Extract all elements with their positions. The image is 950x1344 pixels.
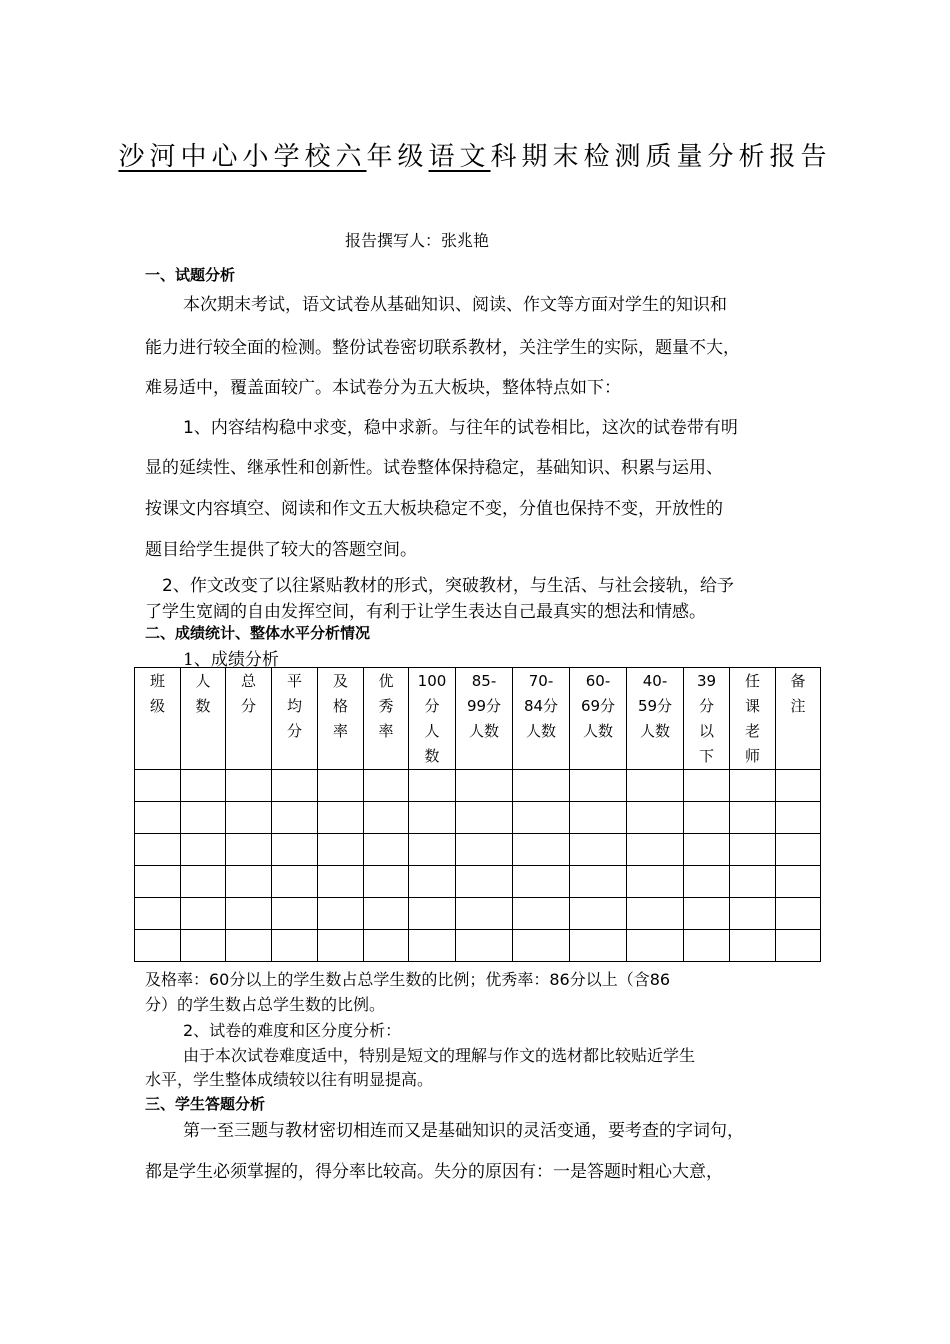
grade-stats-table — [134, 667, 821, 962]
section3-heading: 三、学生答题分析 — [145, 1095, 266, 1113]
table-header-cell: 平 均 分 — [272, 668, 318, 770]
table-header-cell: 班 级 — [135, 668, 181, 770]
table-row — [135, 770, 821, 802]
table-row — [135, 930, 821, 962]
section1-line: 显的延续性、继承性和创新性。试卷整体保持稳定，基础知识、积累与运用、 — [145, 458, 723, 478]
table-header-cell: 40- 59分 人数 — [627, 668, 684, 770]
title-school: 沙河中心小学校 — [118, 142, 336, 172]
table-header-cell: 39 分 以 下 — [684, 668, 730, 770]
table-header-cell: 70- 84分 人数 — [513, 668, 570, 770]
title-subject: 语文 — [428, 142, 491, 172]
title-grade-suffix: 年级 — [366, 142, 429, 172]
section1-line: 1、内容结构稳中求变，稳中求新。与往年的试卷相比，这次的试卷带有明 — [183, 418, 738, 438]
table-header-cell: 人 数 — [181, 668, 226, 770]
section3-line: 第一至三题与教材密切相连而又是基础知识的灵活变通，要考查的字词句， — [183, 1121, 744, 1141]
table-header-cell: 备 注 — [776, 668, 821, 770]
rate-note-line: 分）的学生数占总学生数的比例。 — [145, 995, 386, 1014]
report-author: 报告撰写人：张兆艳 — [345, 231, 490, 250]
title-rest: 科期末检测质量分析报告 — [490, 142, 832, 172]
rate-note-line: 及格率：60分以上的学生数占总学生数的比例；优秀率：86分以上（含86 — [145, 970, 671, 989]
table-header-cell: 总 分 — [226, 668, 272, 770]
table-header-cell: 60- 69分 人数 — [570, 668, 627, 770]
page-title — [0, 136, 950, 173]
section2-sub2: 2、试卷的难度和区分度分析： — [183, 1021, 402, 1040]
section1-line: 2、作文改变了以往紧贴教材的形式，突破教材，与生活、与社会接轨，给予 — [162, 576, 734, 596]
title-grade: 六 — [335, 142, 367, 172]
table-header-cell: 任 课 老 师 — [730, 668, 776, 770]
difficulty-line: 水平，学生整体成绩较以往有明显提高。 — [145, 1070, 434, 1089]
table-header-cell: 85- 99分 人数 — [456, 668, 513, 770]
table-header-cell: 100 分 人 数 — [409, 668, 456, 770]
table-header-cell: 及 格 率 — [318, 668, 364, 770]
section1-line: 本次期末考试，语文试卷从基础知识、阅读、作文等方面对学生的知识和 — [183, 295, 727, 315]
section3-line: 都是学生必须掌握的，得分率比较高。失分的原因有：一是答题时粗心大意， — [145, 1162, 723, 1182]
table-header-cell: 优 秀 率 — [364, 668, 409, 770]
section1-line: 了学生宽阔的自由发挥空间，有利于让学生表达自己最真实的想法和情感。 — [145, 602, 706, 622]
table-row — [135, 898, 821, 930]
section1-line: 按课文内容填空、阅读和作文五大板块稳定不变，分值也保持不变，开放性的 — [145, 499, 723, 519]
difficulty-line: 由于本次试卷难度适中，特别是短文的理解与作文的选材都比较贴近学生 — [183, 1046, 696, 1065]
table-row — [135, 802, 821, 834]
section1-line: 难易适中，覆盖面较广。本试卷分为五大板块，整体特点如下： — [145, 378, 621, 398]
table-header-row — [135, 668, 821, 770]
table-row — [135, 866, 821, 898]
section2-sub1: 1、成绩分析 — [183, 650, 279, 670]
table-row — [135, 834, 821, 866]
section1-heading: 一、试题分析 — [145, 266, 236, 284]
section1-line: 能力进行较全面的检测。整份试卷密切联系教材，关注学生的实际，题量不大， — [145, 338, 740, 358]
section2-heading: 二、成绩统计、整体水平分析情况 — [145, 624, 371, 642]
section1-line: 题目给学生提供了较大的答题空间。 — [145, 540, 417, 560]
